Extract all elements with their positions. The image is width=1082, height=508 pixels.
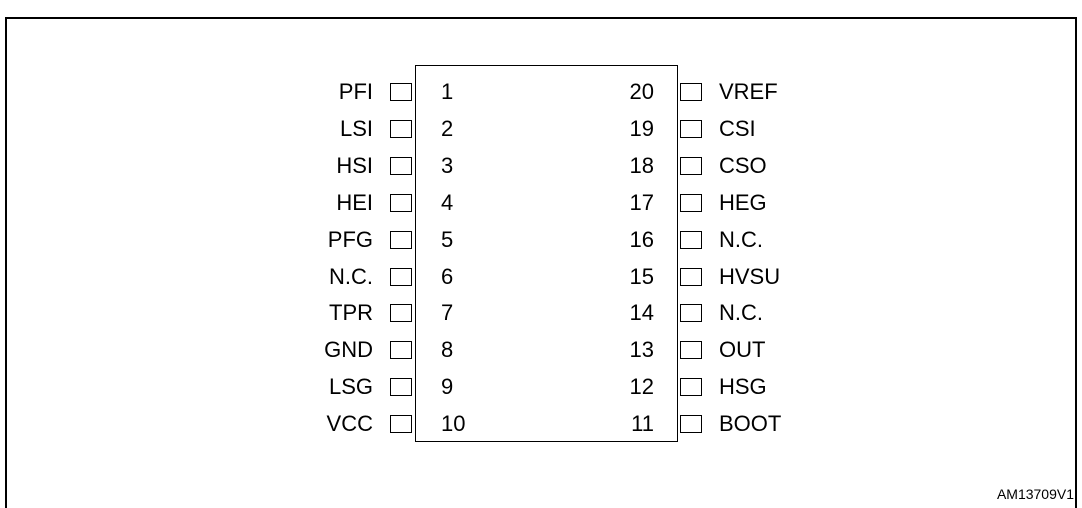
- right-pin-pad: [680, 120, 702, 138]
- right-pin-pad: [680, 157, 702, 175]
- left-pin-number: 10: [441, 411, 466, 437]
- right-pin-number: 17: [629, 189, 654, 215]
- right-pin-name: HSG: [719, 374, 767, 400]
- left-pin-name: PFG: [327, 226, 373, 252]
- right-pin-pad: [680, 231, 702, 249]
- right-pin-name: CSI: [719, 115, 756, 141]
- left-pin-number: 1: [441, 79, 454, 104]
- left-pin-number: 6: [441, 263, 454, 289]
- right-pin-name: N.C.: [719, 300, 763, 326]
- right-pin-name: HVSU: [719, 263, 781, 289]
- left-pin-name: PFI: [338, 79, 373, 104]
- left-pin-pad: [390, 194, 412, 212]
- figure-code: AM13709V1: [996, 486, 1074, 502]
- left-pin-name: N.C.: [329, 263, 373, 289]
- right-pin-name: CSO: [719, 152, 767, 178]
- left-pin-name: VCC: [326, 411, 373, 437]
- left-pin-pad: [390, 157, 412, 175]
- right-pin-pad: [680, 341, 702, 359]
- right-pin-number: 16: [629, 226, 654, 252]
- right-pin-pad: [680, 378, 702, 396]
- right-pin-number: 19: [629, 115, 654, 141]
- left-pin-number: 5: [441, 226, 454, 252]
- left-pin-number: 3: [441, 152, 454, 178]
- left-pin-pad: [390, 378, 412, 396]
- left-pin-name: GND: [324, 337, 373, 363]
- left-pin-name: TPR: [329, 300, 373, 326]
- right-pin-pad: [680, 304, 702, 322]
- left-pin-number: 4: [441, 189, 454, 215]
- left-pin-name: HSI: [336, 152, 373, 178]
- left-pin-number: 2: [441, 115, 454, 141]
- right-pin-pad: [680, 83, 702, 101]
- left-pin-pad: [390, 341, 412, 359]
- left-pin-pad: [390, 304, 412, 322]
- left-pin-name: HEI: [336, 189, 373, 215]
- left-pin-pad: [390, 83, 412, 101]
- left-pin-pad: [390, 268, 412, 286]
- left-pin-number: 9: [441, 374, 454, 400]
- right-pin-name: HEG: [719, 189, 767, 215]
- right-pin-number: 12: [629, 374, 654, 400]
- right-pin-number: 15: [629, 263, 654, 289]
- right-pin-number: 18: [629, 152, 654, 178]
- left-pin-number: 7: [441, 300, 454, 326]
- right-pin-name: OUT: [719, 337, 766, 363]
- left-pin-number: 8: [441, 337, 454, 363]
- right-pin-number: 13: [629, 337, 654, 363]
- right-pin-pad: [680, 268, 702, 286]
- left-pin-name: LSG: [328, 374, 373, 400]
- right-pin-number: 20: [629, 79, 654, 104]
- left-pin-pad: [390, 120, 412, 138]
- right-pin-name: N.C.: [719, 226, 763, 252]
- left-pin-pad: [390, 415, 412, 433]
- left-pin-pad: [390, 231, 412, 249]
- left-pin-name: LSI: [339, 115, 373, 141]
- right-pin-pad: [680, 415, 702, 433]
- right-pin-number: 11: [631, 411, 654, 437]
- right-pin-pad: [680, 194, 702, 212]
- right-pin-number: 14: [629, 300, 654, 326]
- right-pin-name: BOOT: [719, 411, 782, 437]
- right-pin-name: VREF: [719, 79, 778, 104]
